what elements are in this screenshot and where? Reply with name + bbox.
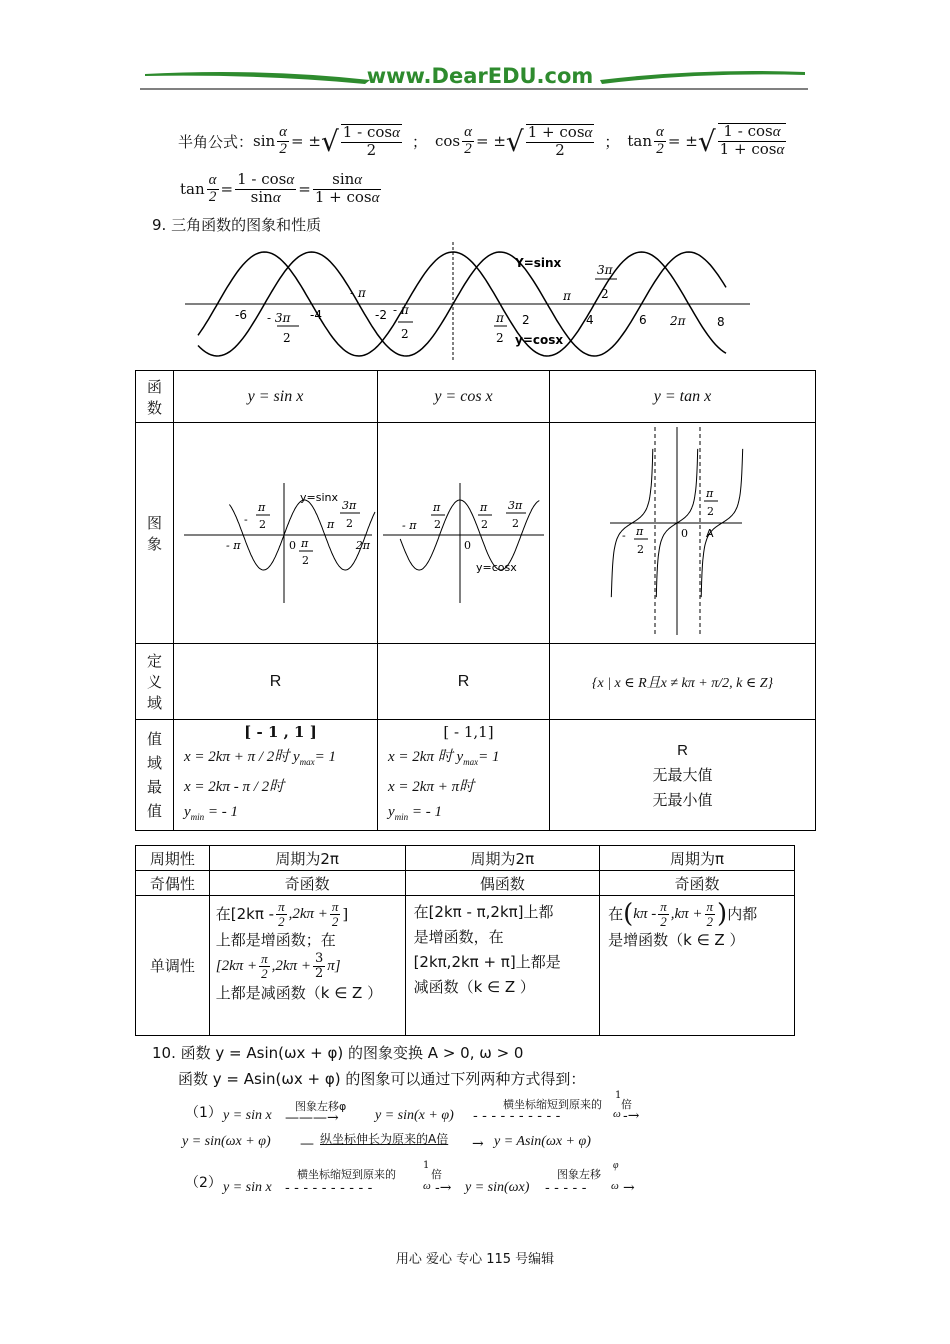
footer: 用心 爱心 专心 115 号编辑 [395,1252,555,1267]
svg-text:3π: 3π [342,499,357,512]
tan-graph [550,423,815,639]
parity-sin: 奇函数 [209,871,405,896]
header-cos: y = cos x [378,371,550,423]
svg-text:2: 2 [481,518,488,531]
range-sin: [ - 1 , 1 ] x = 2kπ + π / 2时 $y_{max}= 1$ x = 2kπ - π / 2时 $y_{min}$ = - 1 [174,720,378,831]
svg-text:2: 2 [707,505,714,518]
section10-intro: 函数 y = Asin(ωx + φ) 的图象可以通过下列两种方式得到： [178,1070,586,1088]
svg-text:0: 0 [464,539,471,552]
neg-pi-label: - π [350,286,366,300]
svg-text:π: π [480,501,488,514]
domain-cos: R [378,644,550,720]
tick-label: 6 [639,313,647,327]
cos-graph-cell [378,423,550,644]
svg-text:3π: 3π [508,499,523,512]
period-sin: 周期为2π [209,846,405,871]
svg-text:-: - [244,513,248,526]
method-1-line-2: y = sin(ωx + φ) 纵坐标伸长为原来的A倍 — → y = Asin(ωx + φ) [182,1132,591,1152]
pi-label: π [563,289,571,303]
pi-half: π [496,311,504,325]
two-pi-label: 2π [670,314,686,328]
domain-tan: {x | x ∈ R且x ≠ kπ + π/2, k ∈ Z} [550,644,816,720]
header-sin: y = sin x [174,371,378,423]
svg-text:2: 2 [637,543,644,556]
period-cos: 周期为2π [405,846,600,871]
svg-text:2π: 2π [355,539,370,552]
svg-text:π: π [258,501,266,514]
tan-fn: tan [627,132,653,150]
svg-text:π: π [327,518,335,531]
row-graph-label: 图 象 [136,423,174,644]
range-tan: R 无最大值 无最小值 [550,720,816,831]
sin-cos-graph [185,242,750,362]
period-label: 周期性 [136,846,210,871]
neg-3pi-label: - 3π [267,311,291,325]
section9-title: 9. 三角函数的图象和性质 [152,216,322,234]
svg-text:2: 2 [283,331,291,345]
cos-fn: cos [434,132,461,150]
svg-text:0: 0 [681,527,688,540]
sin-fn: sin [253,132,276,150]
row-range-label: 值 域 最 值 [136,720,174,831]
one-plus-cos: 1 + cos [527,122,585,141]
mono-tan: 在 ( kπ - $\frac{\pi}{2}$ ,kπ + $\frac{\pi}{2}$ ) 内都 是增函数（k ∈ Z ） [600,896,795,1036]
svg-text:π: π [636,525,644,538]
svg-text:- π: - π [402,519,417,532]
parity-label: 奇偶性 [136,871,210,896]
trig-table-1 [135,370,816,831]
cos-label: y=cosx [476,561,517,574]
ycosx-label: y=cosx [515,333,564,347]
parity-cos: 偶函数 [405,871,600,896]
svg-text:2: 2 [346,517,353,530]
svg-text:2: 2 [601,287,609,301]
col-func-label: 函 数 [136,371,174,423]
svg-text:- π: - π [226,539,241,552]
svg-text:2: 2 [302,554,309,567]
tick-label: 4 [586,313,594,327]
mono-cos: 在[2kπ - π,2kπ]上都 是增函数，在 [2kπ,2kπ + π]上都是 减函数（k ∈ Z ） [405,896,600,1036]
three-pi-label: 3π [597,263,613,277]
tick-label: 2 [522,313,530,327]
cos-graph [378,423,549,639]
trig-table-2 [135,845,795,1036]
period-tan: 周期为π [600,846,795,871]
mono-sin: 在[2kπ - $\frac{\pi}{2}$ ,2kπ + $\frac{\pi}{2}$ ] 上都是增函数；在 [2kπ + $\frac{\pi}{2}$ ,2kπ + $\frac{3}{2}$ π] 上都是减函数（k ∈ Z ） [209,896,405,1036]
neg-pi-half: - π [393,303,409,317]
pm-sign: = ± [291,132,321,150]
domain-sin: R [174,644,378,720]
tick-label: -2 [375,308,387,322]
header [140,62,810,92]
sin-graph-cell [174,423,378,644]
half-angle-formulas: 半角公式： sin $\frac{\alpha}{2}$ = ± √ $\frac{1 - \cos\alpha}{2}$ ； cos $\frac{\alpha}{2}$ = ± √ $\frac{1 + \cos\alpha}{2}$ ； tan $\frac{\alpha}{2}$ = ± √ $\frac{1 - \cos\alpha}{1 + \cos\alpha}$ [178,122,785,159]
svg-text:2: 2 [512,517,519,530]
range-cos: [ - 1,1] x = 2kπ 时 $y_{max}= 1$ x = 2kπ + π时 $y_{min}$ = - 1 [378,720,550,831]
site-logo[interactable]: www.DearEDU.com [366,64,594,88]
svg-text:π: π [301,537,309,550]
parity-tan: 奇函数 [600,871,795,896]
svg-text:2: 2 [259,518,266,531]
tick-label: -6 [235,308,247,322]
tick-label: -4 [310,308,322,322]
section10-title: 10. 函数 y = Asin(ωx + φ) 的图象变换 A > 0, ω > 0 [152,1044,524,1062]
method-1-line-1: （1） y = sin x 图象左移φ ———→ y = sin(x + φ) 横坐标缩短到原来的 1 倍 - - - - - - - - - - ω -→ [185,1090,640,1126]
two: 2 [279,140,287,157]
svg-text:π: π [706,487,714,500]
point-A: A [706,527,714,540]
svg-text:2: 2 [434,518,441,531]
semicolon: ； [411,132,427,151]
ysinx-label: Y=sinx [515,256,562,270]
tan-graph-cell [550,423,816,644]
one-minus-cos: 1 - cos [342,122,393,141]
svg-text:π: π [433,501,441,514]
svg-text:2: 2 [401,327,409,341]
half-angle-label: 半角公式： [178,132,254,151]
svg-text:2: 2 [496,331,504,345]
method-2-line: （2） y = sin x 横坐标缩短到原来的 1 倍 - - - - - - - - - - ω -→ y = sin(ωx) 图象左移 φ - - - - - ω → [185,1160,635,1196]
tan-half-formula: tan $\frac{\alpha}{2}$ = $\frac{1 - \cos\alpha}{\sin\alpha}$ = $\frac{\sin\alpha}{1 + \cos\alpha}$ [180,169,380,206]
svg-text:0: 0 [289,539,296,552]
monotonic-label: 单调性 [136,896,210,1036]
row-domain-label: 定 义 域 [136,644,174,720]
alpha: α [279,123,288,140]
header-tan: y = tan x [550,371,816,423]
sin-graph [174,423,377,639]
svg-text:-: - [622,529,626,542]
tick-label: 8 [717,315,725,329]
sin-label: y=sinx [300,491,338,504]
